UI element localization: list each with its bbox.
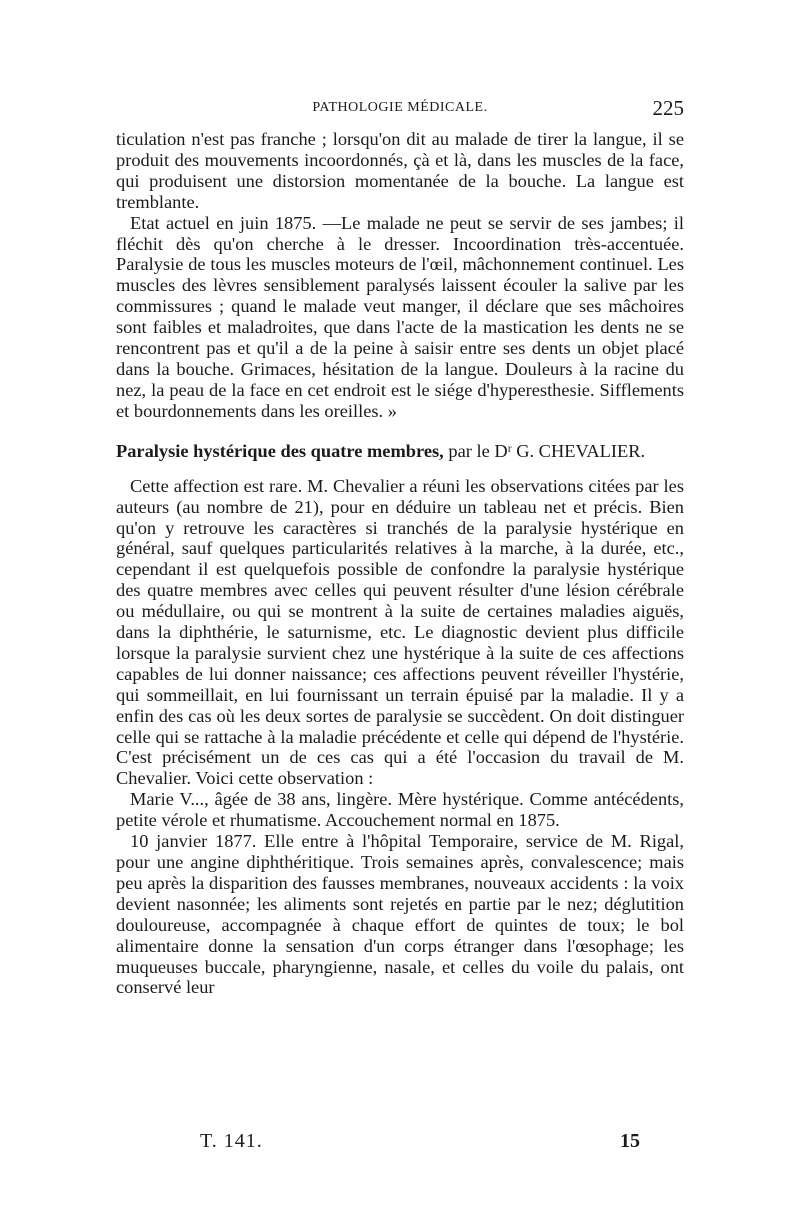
signature-mark: 15 (620, 1130, 640, 1152)
page-header (116, 96, 684, 126)
volume-label: T. 141. (200, 1130, 263, 1152)
running-title: PATHOLOGIE MÉDICALE. (312, 100, 488, 115)
paragraph: Cette affection est rare. M. Chevalier a réuni les observations citées par les auteurs (au nombre de 21), pour en déduire un tableau net et précis. Bien qu'on y retrouve les caractères si tranchés de la paralysie hystérique en général, sauf quelques particularités relatives à la marche, à la durée, etc., cependant il est quelquefois possible de confondre la paralysie hystérique des quatre membres avec celles qui peuvent résulter d'une lésion cérébrale ou médullaire, ou qui se montrent à la suite de certaines maladies aiguës, dans la diphthérie, le saturnisme, etc. Le diagnostic devient plus difficile lorsque la paralysie survient chez une hystérique à la suite de ces affections capables de lui donner naissance; ces affections peuvent réveiller l'hystérie, qui sommeillait, en lui fournissant un terrain épuisé par la maladie. Il y a enfin des cas où les deux sortes de paralysie se succèdent. On doit distinguer celle qui se rattache à la maladie précédente et celle qui dépend de l'hystérie. C'est précisément un de ces cas qui a été l'occasion du travail de M. Chevalier. Voici cette observation : (116, 475, 684, 789)
paragraph: Marie V..., âgée de 38 ans, lingère. Mère hystérique. Comme antécédents, petite vérole et rhumatisme. Accouchement normal en 1875. (116, 789, 684, 831)
section-byline: par le Dʳ G. CHEVALIER. (448, 440, 646, 461)
section-heading (116, 440, 684, 462)
section-title: Paralysie hystérique des quatre membres, (116, 440, 444, 461)
page-footer (200, 1130, 650, 1158)
page-number: 225 (652, 96, 684, 120)
paragraph: Etat actuel en juin 1875. —Le malade ne peut se servir de ses jambes; il fléchit dès qu'on cherche à le dresser. Incoordination très-accentuée. Paralysie de tous les muscles moteurs de l'œil, mâchonnement continuel. Les muscles des lèvres sensiblement paralysés laissent écouler la salive par les commissures ; quand le malade veut manger, il déclare que ses mâchoires sont faibles et maladroites, que dans l'acte de la mastication les dents ne se rencontrent pas et qu'il a de la peine à saisir entre ses dents un objet placé dans la bouche. Grimaces, hésitation de la langue. Douleurs à la racine du nez, la peau de la face en cet endroit est le siége d'hyperesthesie. Sifflements et bourdonnements dans les oreilles. » (116, 212, 684, 421)
page-body (116, 129, 684, 998)
paragraph: 10 janvier 1877. Elle entre à l'hôpital Temporaire, service de M. Rigal, pour une angine diphthéritique. Trois semaines après, convalescence; mais peu après la disparition des fausses membranes, nouveaux accidents : la voix devient nasonnée; les aliments sont rejetés en partie par le nez; déglutition douloureuse, accompagnée à chaque effort de quintes de toux; le bol alimentaire donne la sensation d'un corps étranger dans l'œsophage; les muqueuses buccale, pharyngienne, nasale, et celles du voile du palais, ont conservé leur (116, 831, 684, 998)
paragraph: ticulation n'est pas franche ; lorsqu'on dit au malade de tirer la langue, il se produit des mouvements incoordonnés, çà et là, dans les muscles de la face, qui produisent une distorsion momentanée de la bouche. La langue est tremblante. (116, 129, 684, 212)
